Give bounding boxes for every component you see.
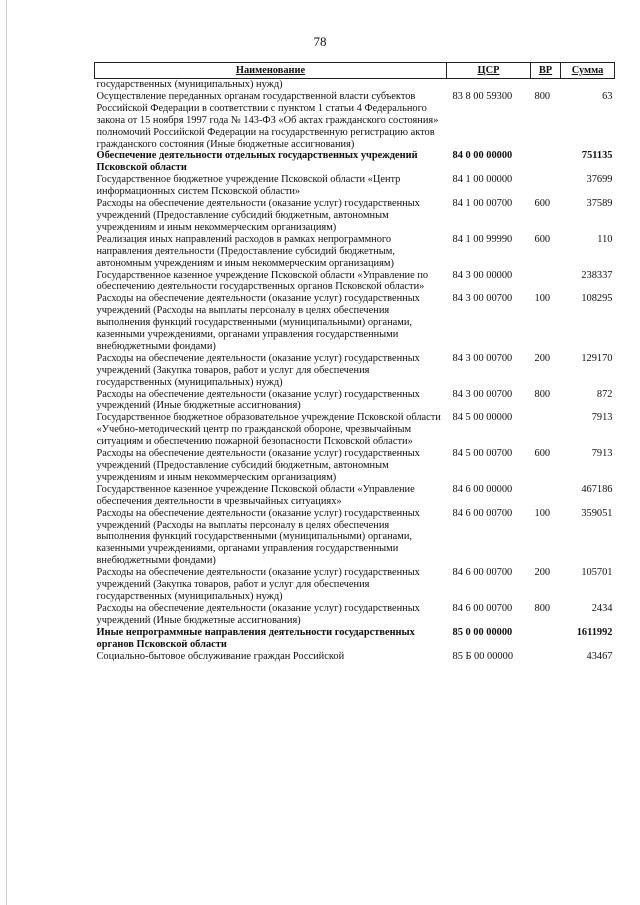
- cell-sum: 872: [596, 388, 613, 400]
- table-row: [95, 627, 615, 651]
- cell-csr: 84 6 00 00000: [452, 483, 513, 495]
- cell-sum: 108295: [581, 293, 613, 305]
- header-name: Наименование: [95, 63, 447, 79]
- cell-sum: 467186: [581, 483, 613, 495]
- cell-vr: 200: [534, 567, 551, 579]
- table-header-row: [95, 63, 615, 79]
- table-row: [95, 567, 615, 603]
- header-sum: Сумма: [561, 63, 615, 79]
- cell-name: Государственное бюджетное образовательное учреждение Псковской области «Учебно-методический центр по гражданской обороне, чрезвычайным ситуациям и обеспечению пожарной безопасности Псковской области»: [96, 412, 441, 448]
- cell-sum: 129170: [581, 352, 613, 364]
- cell-sum: 7913: [591, 448, 613, 460]
- cell-csr: 84 3 00 00700: [452, 293, 513, 305]
- cell-sum: 238337: [581, 269, 613, 281]
- cell-csr: 84 3 00 00000: [452, 269, 513, 281]
- cell-csr: 84 1 00 99990: [452, 233, 513, 245]
- cell-csr: 84 6 00 00700: [452, 602, 513, 614]
- cell-sum: 43467: [586, 650, 613, 662]
- cell-sum: 1611992: [576, 626, 613, 638]
- cell-sum: 37589: [586, 198, 613, 210]
- cell-vr: 600: [534, 448, 551, 460]
- table-row: [95, 150, 615, 174]
- table-row: [95, 198, 615, 234]
- cell-vr: 100: [534, 293, 551, 305]
- cell-csr: 85 Б 00 00000: [452, 650, 514, 662]
- table-row: [95, 484, 615, 508]
- cell-csr: 84 1 00 00000: [452, 174, 513, 186]
- table-row: [95, 651, 615, 663]
- cell-name: Расходы на обеспечение деятельности (оказание услуг) государственных учреждений (Иные бюджетные ассигнования): [96, 602, 420, 626]
- table-row: [95, 353, 615, 389]
- table-row: [95, 412, 615, 448]
- cell-vr: 100: [534, 507, 551, 519]
- table-row: [95, 603, 615, 627]
- cell-name: Государственное казенное учреждение Псковской области «Управление по обеспечению деятельности государственных органов Псковской области»: [96, 269, 429, 293]
- cell-vr: 800: [534, 602, 551, 614]
- cell-csr: 84 0 00 00000: [452, 150, 513, 162]
- cell-sum: 2434: [591, 602, 613, 614]
- table-row: [95, 448, 615, 484]
- table-row: [95, 79, 615, 91]
- cell-name: Расходы на обеспечение деятельности (оказание услуг) государственных учреждений (Расходы на выплаты персоналу в целях обеспечения выполнения функций государственными (муниципальными) органами, казенными учреждениями, органами управления государственными внебюджетными фондами): [96, 507, 420, 567]
- cell-vr: [531, 79, 561, 91]
- cell-csr: [447, 79, 531, 91]
- cell-csr: 84 5 00 00000: [452, 412, 513, 424]
- cell-csr: 84 6 00 00700: [452, 567, 513, 579]
- cell-vr: [531, 627, 561, 651]
- cell-vr: 200: [534, 352, 551, 364]
- table-row: [95, 174, 615, 198]
- cell-name: Расходы на обеспечение деятельности (оказание услуг) государственных учреждений (Предоставление субсидий бюджетным, автономным учреждениям и иным некоммерческим организациям): [96, 198, 420, 233]
- cell-sum: 7913: [591, 412, 613, 424]
- table-body: [95, 79, 615, 663]
- cell-name: Расходы на обеспечение деятельности (оказание услуг) государственных учреждений (Закупка товаров, работ и услуг для обеспечения государственных (муниципальных) нужд): [96, 567, 420, 602]
- cell-name: Реализация иных направлений расходов в рамках непрограммного направления деятельности (Предоставление субсидий бюджетным, автономным учреждениям и иным некоммерческим организациям): [96, 233, 395, 269]
- cell-sum: 110: [597, 233, 613, 245]
- header-vr: ВР: [531, 63, 561, 79]
- table-row: [95, 270, 615, 294]
- cell-vr: 800: [534, 90, 551, 102]
- cell-name: Расходы на обеспечение деятельности (оказание услуг) государственных учреждений (Предоставление субсидий бюджетным, автономным учреждениям и иным некоммерческим организациям): [96, 448, 420, 483]
- cell-name: Расходы на обеспечение деятельности (оказание услуг) государственных учреждений (Иные бюджетные ассигнования): [96, 388, 420, 412]
- cell-csr: 84 3 00 00700: [452, 352, 513, 364]
- cell-vr: 600: [534, 198, 551, 210]
- cell-csr: 84 6 00 00700: [452, 507, 513, 519]
- cell-csr: 85 0 00 00000: [452, 626, 513, 638]
- cell-csr: 84 1 00 00700: [452, 198, 513, 210]
- cell-sum: 359051: [581, 507, 613, 519]
- cell-name: Расходы на обеспечение деятельности (оказание услуг) государственных учреждений (Закупка товаров, работ и услуг для обеспечения государственных (муниципальных) нужд): [96, 352, 420, 388]
- table-row: [95, 389, 615, 413]
- cell-sum: 105701: [581, 567, 613, 579]
- page-number: 78: [313, 34, 327, 49]
- cell-name: Осуществление переданных органам государственной власти субъектов Российской Федерации в соответствии с пунктом 1 статьи 4 Федерального закона от 15 ноября 1997 года № 143-ФЗ «Об актах гражданского состояния» полномочий Российской Федерации на государственную регистрацию актов гражданского состояния (Иные бюджетные ассигнования): [96, 90, 439, 150]
- cell-name: Социально-бытовое обслуживание граждан Российской: [96, 650, 345, 662]
- cell-vr: [531, 270, 561, 294]
- cell-sum: [561, 79, 615, 91]
- cell-csr: 84 5 00 00700: [452, 448, 513, 460]
- cell-vr: [531, 174, 561, 198]
- table-row: [95, 234, 615, 270]
- cell-vr: 600: [534, 233, 551, 245]
- cell-name: Обеспечение деятельности отдельных государственных учреждений Псковской области: [96, 150, 418, 174]
- page-edge-line: [6, 0, 7, 905]
- table-row: [95, 293, 615, 353]
- budget-table: [94, 62, 615, 662]
- cell-sum: 63: [602, 90, 613, 102]
- cell-vr: [531, 412, 561, 448]
- cell-vr: [531, 651, 561, 663]
- cell-sum: 751135: [581, 150, 613, 162]
- cell-name: государственных (муниципальных) нужд): [96, 79, 283, 90]
- table-row: [95, 91, 615, 151]
- cell-csr: 83 8 00 59300: [452, 90, 513, 102]
- header-csr: ЦСР: [447, 63, 531, 79]
- cell-csr: 84 3 00 00700: [452, 388, 513, 400]
- table-row: [95, 508, 615, 568]
- cell-vr: 800: [534, 388, 551, 400]
- cell-name: Государственное казенное учреждение Псковской области «Управление обеспечения деятельности в чрезвычайных ситуациях»: [96, 483, 415, 507]
- cell-name: Иные непрограммные направления деятельности государственных органов Псковской области: [96, 626, 415, 650]
- cell-name: Государственное бюджетное учреждение Псковской области «Центр информационных систем Псковской области»: [96, 174, 401, 198]
- cell-sum: 37699: [586, 174, 613, 186]
- cell-vr: [531, 150, 561, 174]
- cell-name: Расходы на обеспечение деятельности (оказание услуг) государственных учреждений (Расходы на выплаты персоналу в целях обеспечения выполнения функций государственными (муниципальными) органами, казенными учреждениями, органами управления государственными внебюджетными фондами): [96, 293, 420, 352]
- cell-vr: [531, 484, 561, 508]
